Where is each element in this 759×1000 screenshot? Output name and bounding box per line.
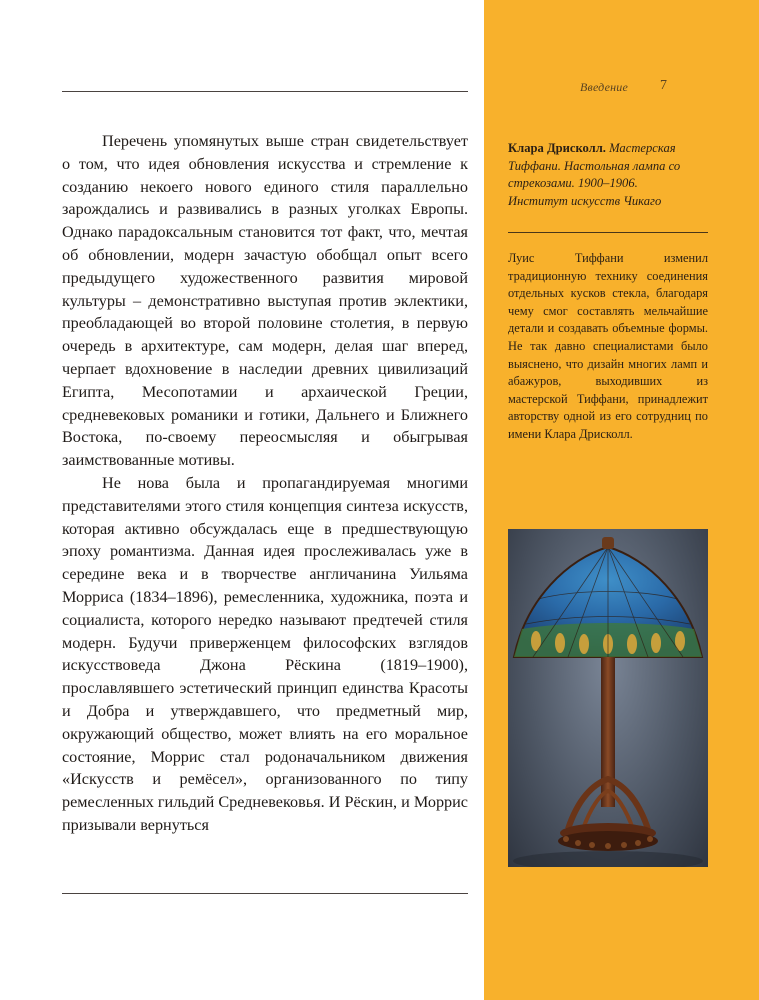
caption-author: Клара Дрисколл.: [508, 141, 606, 155]
sidebar-description: Луис Тиффани изменил традиционную технику соединения отдельных кусков стекла, благодаря чему смог составлять мельчайшие детали и создавать объемные формы. Не так давно специалистами было выяснено, что дизайн многих ламп и абажуров, выходивших из мастерской Тиффани, принадлежит авторству одной из его сотрудниц по имени Клара Дрисколл.: [508, 251, 708, 441]
lamp-illustration: [508, 529, 708, 867]
running-head: Введение: [580, 80, 628, 94]
main-text-column: [62, 130, 468, 837]
main-paragraph: Перечень упомянутых выше стран свидетельствует о том, что идея обновления искусства и стремление к созданию некоего нового единого стиля параллельно зарождались и развивались в разных уголках Европы. Однако парадоксальным становится тот факт, что, мечтая об обновлении, модерн зачастую обобщал опыт всего предыдущего художественного развития мировой культуры – демонстративно выступая против эклектики, преобладающей во второй половине столетия, в первую очередь в архитектуре, сам модерн, делая шаг вперед, черпает вдохновение в наследии древних цивилизаций Египта, Месопотамии и архаической Греции, средневековых романики и готики, Дальнего и Ближнего Востока, по-своему переосмысляя и обыгрывая заимствованные мотивы.: [62, 132, 468, 470]
main-paragraph: Не нова была и пропагандируемая многими представителями этого стиля концепция синтеза искусств, которая активно обсуждалась еще в предшествующую эпоху романтизма. Данная идея прослеживалась уже в середине века и в творчестве англичанина Уильяма Морриса (1834–1896), ремесленника, художника, поэта и социалиста, которого нередко называют предтечей стиля модерн. Будучи приверженцем философских взглядов искусствоведа Джона Рёскина (1819–1900), прославлявшего эстетический принцип единства Красоты и Добра и утверждавшего, что предметный мир, окружающий общество, может влиять на его моральное состояние, Моррис стал родоначальником движения «Искусств и ремёсел», организованного по типу ремесленных гильдий Средневековья. И Рёскин, и Моррис призывали вернуться: [62, 473, 468, 834]
tiffany-lamp-photo: [508, 529, 708, 867]
top-rule: [62, 91, 468, 92]
caption-divider: [508, 232, 708, 233]
page-number: 7: [660, 78, 667, 93]
bottom-rule: [62, 893, 468, 894]
caption-details: Мастерская Тиффани. Настольная лампа со стрекозами. 1900–1906. Институт искусств Чикаго: [508, 141, 681, 208]
figure-caption: [508, 140, 698, 210]
